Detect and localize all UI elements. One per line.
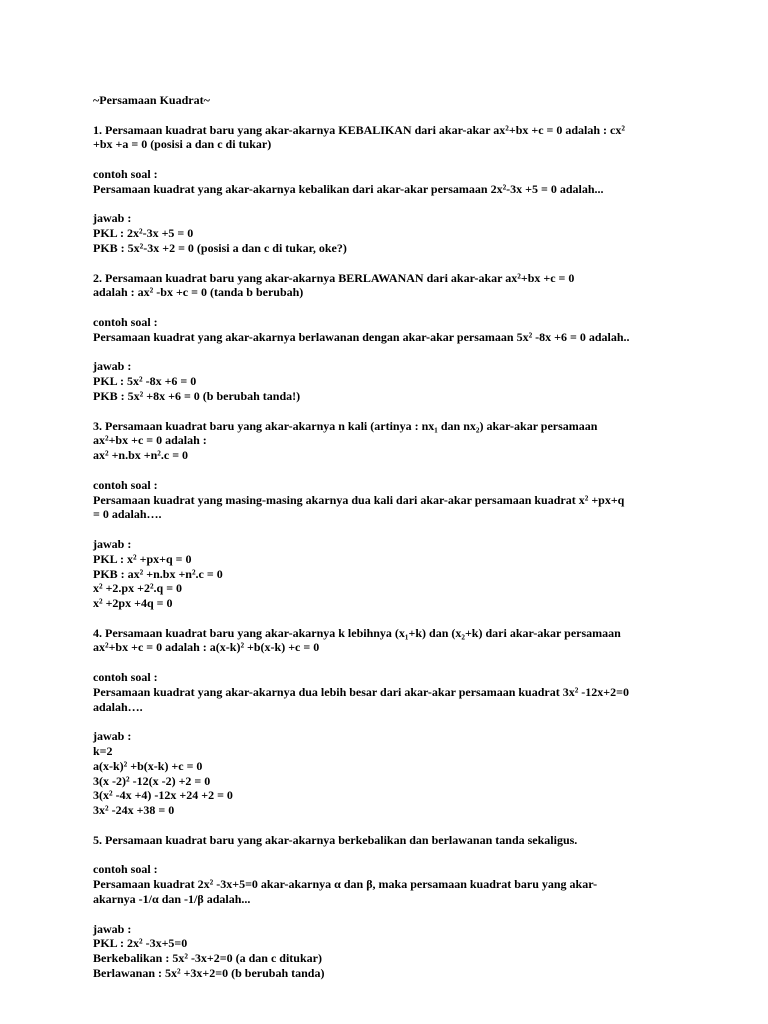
text-line: ax²+bx +c = 0 adalah : a(x-k)² +b(x-k) +c = 0 (93, 640, 320, 655)
text-line: contoh soal : (93, 477, 158, 492)
blank-line (93, 818, 728, 833)
text-line: Persamaan kuadrat yang masing-masing akarnya dua kali dari akar-akar persamaan kuadrat x² +px+q (93, 492, 625, 507)
blank-line (93, 463, 728, 478)
text-line: PKL : 5x² -8x +6 = 0 (93, 374, 197, 389)
blank-line (93, 848, 728, 863)
text-line: jawab : (93, 536, 132, 551)
text-line: PKB : 5x² +8x +6 = 0 (b berubah tanda!) (93, 388, 301, 403)
text-line: Persamaan kuadrat yang akar-akarnya dua lebih besar dari akar-akar persamaan kuadrat 3x² -12x+2=0 (93, 684, 629, 699)
text-line: Persamaan kuadrat yang akar-akarnya kebalikan dari akar-akar persamaan 2x²-3x +5 = 0 adalah... (93, 181, 604, 196)
text-line: PKL : 2x²-3x +5 = 0 (93, 226, 194, 241)
text-line: adalah…. (93, 699, 143, 714)
text-line: Berkebalikan : 5x² -3x+2=0 (a dan c ditukar) (93, 951, 322, 966)
text-line: jawab : (93, 729, 132, 744)
text-line: Persamaan kuadrat 2x² -3x+5=0 akar-akarnya α dan β, maka persamaan kuadrat baru yang akar- (93, 877, 598, 892)
text-line: PKL : 2x² -3x+5=0 (93, 936, 188, 951)
text-line: jawab : (93, 359, 132, 374)
blank-line (93, 655, 728, 670)
blank-line (93, 714, 728, 729)
text-line: = 0 adalah…. (93, 507, 162, 522)
text-line: x² +2.px +2².q = 0 (93, 581, 183, 596)
text-line: x² +2px +4q = 0 (93, 596, 173, 611)
text-line: PKB : 5x²-3x +2 = 0 (posisi a dan c di tukar, oke?) (93, 240, 347, 255)
text-line: ax²+bx +c = 0 adalah : (93, 433, 207, 448)
text-line: 3. Persamaan kuadrat baru yang akar-akarnya n kali (artinya : nx₁ dan nx₂) akar-akar persamaan (93, 418, 598, 433)
text-line: k=2 (93, 744, 113, 759)
blank-line (93, 256, 728, 271)
text-line: 3(x -2)² -12(x -2) +2 = 0 (93, 773, 211, 788)
text-line: Persamaan kuadrat yang akar-akarnya berlawanan dengan akar-akar persamaan 5x² -8x +6 = 0 adalah.. (93, 329, 630, 344)
blank-line (93, 300, 728, 315)
text-line: contoh soal : (93, 862, 158, 877)
text-line: 5. Persamaan kuadrat baru yang akar-akarnya berkebalikan dan berlawanan tanda sekaligus. (93, 832, 578, 847)
text-line: PKB : ax² +n.bx +n².c = 0 (93, 566, 223, 581)
text-line: 3(x² -4x +4) -12x +24 +2 = 0 (93, 788, 233, 803)
text-line: jawab : (93, 921, 132, 936)
text-line: PKL : x² +px+q = 0 (93, 551, 192, 566)
blank-line (93, 345, 728, 360)
blank-line (93, 907, 728, 922)
text-line: contoh soal : (93, 166, 158, 181)
text-line: a(x-k)² +b(x-k) +c = 0 (93, 758, 203, 773)
blank-line (93, 152, 728, 167)
blank-line (93, 108, 728, 123)
text-line: 1. Persamaan kuadrat baru yang akar-akarnya KEBALIKAN dari akar-akar ax²+bx +c = 0 adalah : cx² (93, 122, 625, 137)
text-line: 3x² -24x +38 = 0 (93, 803, 175, 818)
text-line: adalah : ax² -bx +c = 0 (tanda b berubah) (93, 285, 304, 300)
text-line: ax² +n.bx +n².c = 0 (93, 448, 189, 463)
blank-line (93, 404, 728, 419)
text-line: +bx +a = 0 (posisi a dan c di tukar) (93, 137, 272, 152)
blank-line (93, 611, 728, 626)
text-line: Berlawanan : 5x² +3x+2=0 (b berubah tanda) (93, 966, 325, 981)
text-line: 2. Persamaan kuadrat baru yang akar-akarnya BERLAWANAN dari akar-akar ax²+bx +c = 0 (93, 270, 575, 285)
text-line: jawab : (93, 211, 132, 226)
document-title: ~Persamaan Kuadrat~ (93, 93, 210, 107)
blank-line (93, 522, 728, 537)
text-line: contoh soal : (93, 670, 158, 685)
text-line: 4. Persamaan kuadrat baru yang akar-akarnya k lebihnya (x₁+k) dan (x₂+k) dari akar-akar persamaan (93, 625, 621, 640)
blank-line (93, 197, 728, 212)
text-line: contoh soal : (93, 314, 158, 329)
text-line: akarnya -1/α dan -1/β adalah... (93, 892, 251, 907)
